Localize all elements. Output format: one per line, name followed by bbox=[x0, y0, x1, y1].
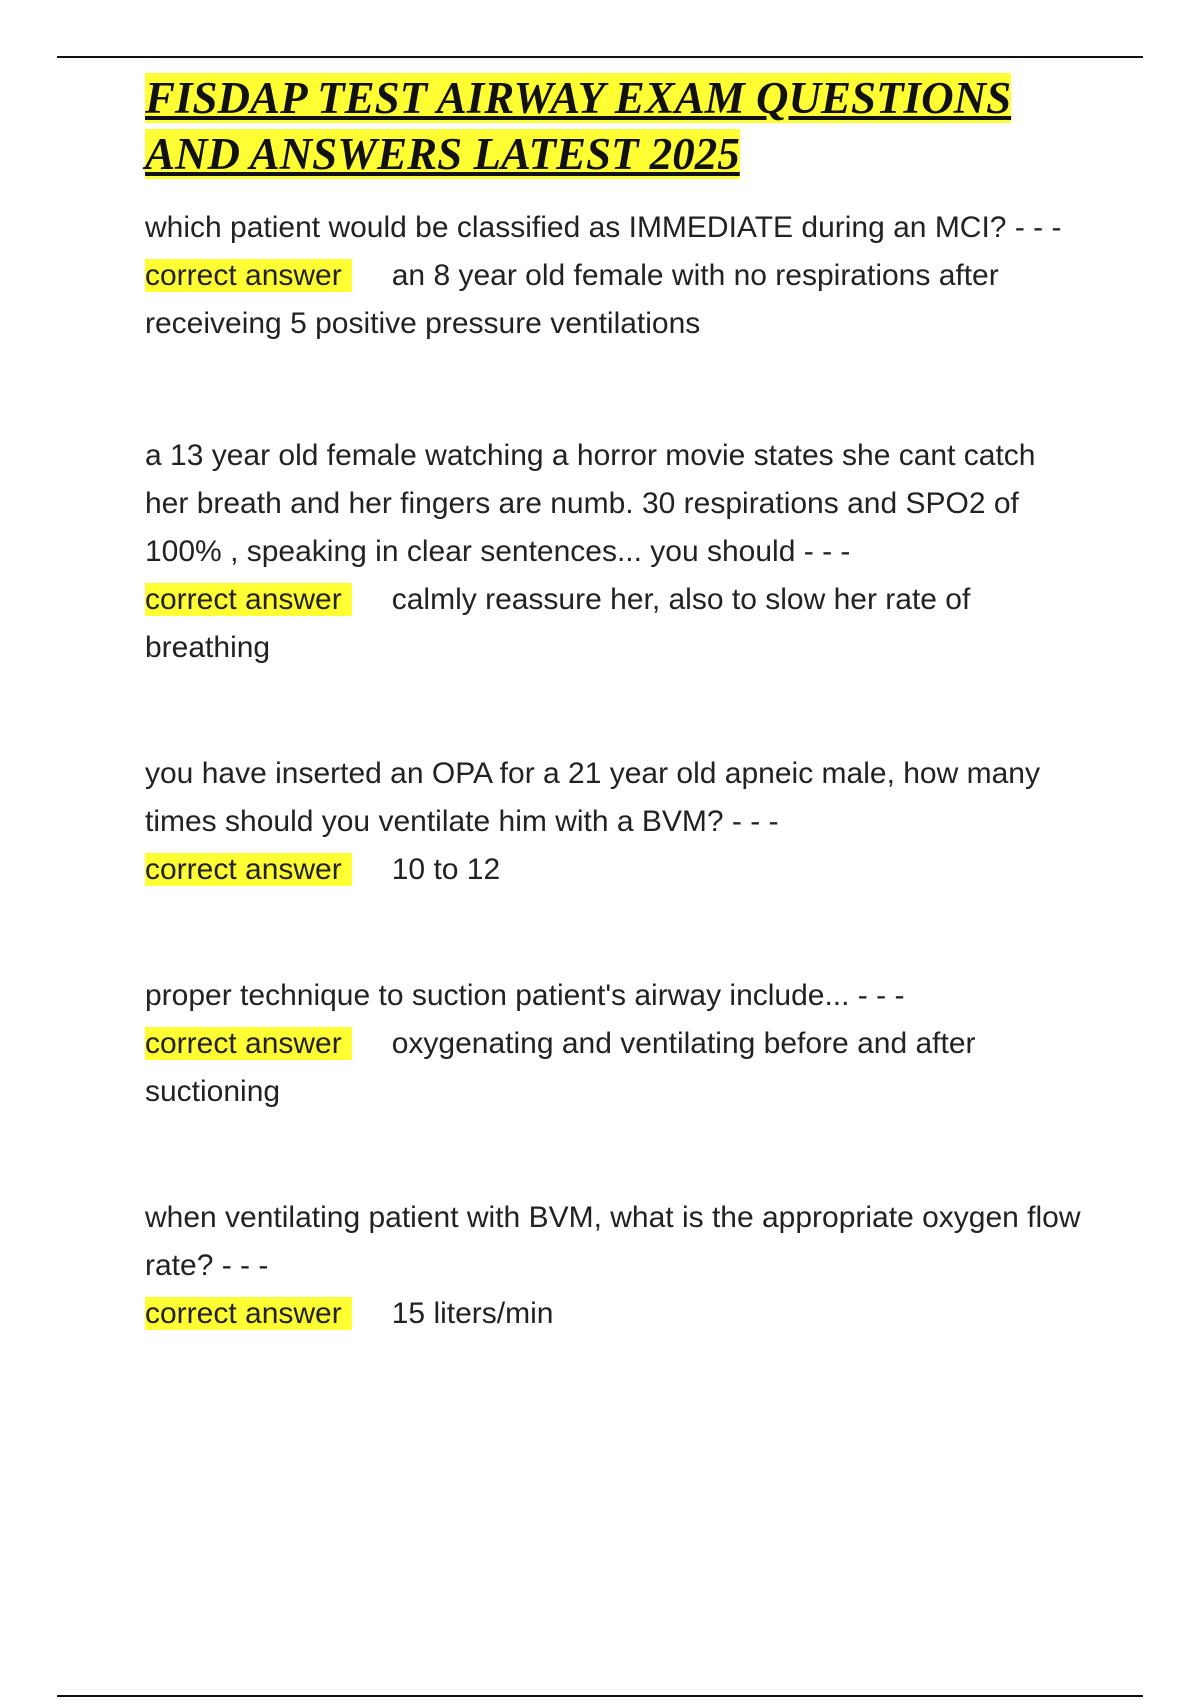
question-text: you have inserted an OPA for a 21 year old apneic male, how many times should you ventilate him with a BVM? - - - bbox=[145, 757, 1040, 838]
title-line-2: AND ANSWERS LATEST 2025 bbox=[145, 129, 740, 179]
document-title bbox=[145, 70, 1085, 182]
answer-row bbox=[145, 576, 1085, 672]
correct-answer-label: correct answer bbox=[145, 583, 352, 616]
correct-answer-label: correct answer bbox=[145, 853, 352, 886]
answer-row bbox=[145, 846, 1085, 894]
question-text: a 13 year old female watching a horror movie states she cant catch her breath and her fingers are numb. 30 respirations and SPO2 of 100% , speaking in clear sentences... you should - - - bbox=[145, 439, 1036, 568]
question-text: proper technique to suction patient's airway include... - - - bbox=[145, 979, 905, 1012]
answer-row bbox=[145, 252, 1085, 348]
question-text: which patient would be classified as IMMEDIATE during an MCI? - - - bbox=[145, 211, 1062, 244]
bottom-rule bbox=[57, 1695, 1143, 1697]
qa-item-1 bbox=[145, 204, 1085, 348]
answer-text: an 8 year old female with no respirations after receiveing 5 positive pressure ventilations bbox=[145, 259, 999, 340]
answer-text: calmly reassure her, also to slow her rate of breathing bbox=[145, 583, 971, 664]
correct-answer-label: correct answer bbox=[145, 1297, 352, 1330]
answer-text: 15 liters/min bbox=[391, 1297, 554, 1330]
title-line-1: FISDAP TEST AIRWAY EXAM QUESTIONS bbox=[145, 73, 1012, 123]
answer-row bbox=[145, 1290, 1085, 1338]
document-body bbox=[145, 70, 1085, 1338]
qa-item-4 bbox=[145, 972, 1085, 1116]
spacer bbox=[145, 348, 1085, 432]
answer-text: oxygenating and ventilating before and after suctioning bbox=[145, 1027, 976, 1108]
qa-item-3 bbox=[145, 750, 1085, 894]
answer-row bbox=[145, 1020, 1085, 1116]
correct-answer-label: correct answer bbox=[145, 259, 352, 292]
spacer bbox=[145, 1116, 1085, 1194]
answer-text: 10 to 12 bbox=[391, 853, 501, 886]
spacer bbox=[145, 894, 1085, 972]
qa-item-5 bbox=[145, 1194, 1085, 1338]
top-rule bbox=[57, 56, 1143, 58]
spacer bbox=[145, 672, 1085, 750]
correct-answer-label: correct answer bbox=[145, 1027, 352, 1060]
question-text: when ventilating patient with BVM, what is the appropriate oxygen flow rate? - - - bbox=[145, 1201, 1081, 1282]
qa-item-2 bbox=[145, 432, 1085, 672]
